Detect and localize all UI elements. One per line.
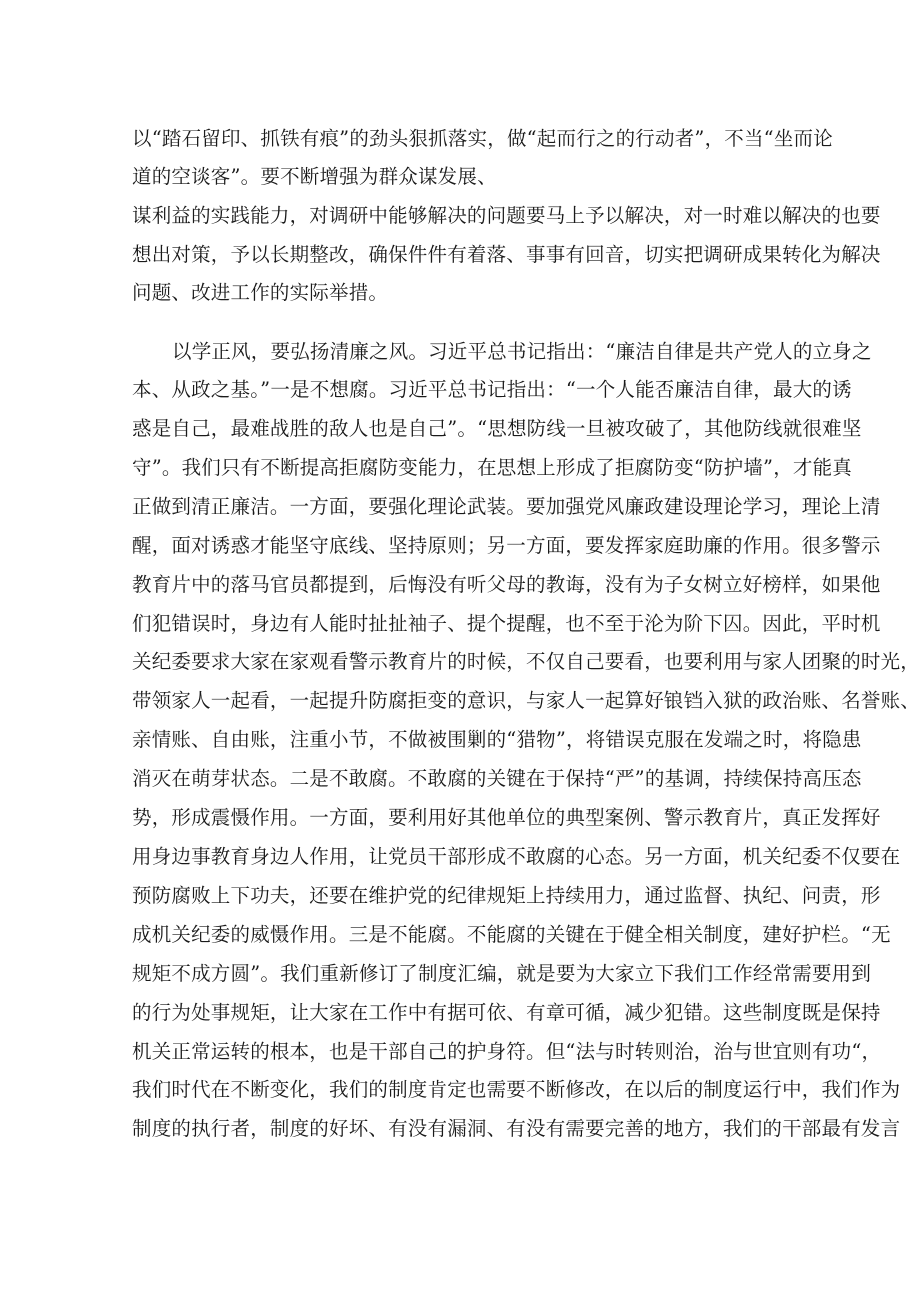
text-line: 关纪委要求大家在家观看警示教育片的时候，不仅自己要看，也要利用与家人团聚的时光， (132, 650, 920, 673)
text-line: 势，形成震慑作用。一方面，要利用好其他单位的典型案例、警示教育片，真正发挥好 (132, 806, 881, 829)
text-line: 预防腐败上下功夫，还要在维护党的纪律规矩上持续用力，通过监督、执纪、问责，形 (132, 884, 881, 907)
paragraph-first-line: 以学正风，要弘扬清廉之风。习近平总书记指出：“廉洁自律是共产党人的立身之 (172, 340, 872, 363)
text-line: 道的空谈客”。要不断增强为群众谋发展、 (132, 165, 497, 188)
text-line: 教育片中的落马官员都提到，后悔没有听父母的教诲，没有为子女树立好榜样，如果他 (132, 573, 881, 596)
text-line: 的行为处事规矩，让大家在工作中有据可依、有章可循，减少犯错。这些制度既是保持 (132, 1001, 881, 1024)
text-line: 守”。我们只有不断提高拒腐防变能力，在思想上形成了拒腐防变“防护墙”，才能真 (132, 456, 853, 479)
text-line: 带领家人一起看，一起提升防腐拒变的意识，与家人一起算好锒铛入狱的政治账、名誉账、 (132, 689, 920, 712)
text-line: 惑是自己，最难战胜的敌人也是自己”。“思想防线一旦被攻破了，其他防线就很难坚 (132, 417, 862, 440)
text-line: 用身边事教育身边人作用，让党员干部形成不敢腐的心态。另一方面，机关纪委不仅要在 (132, 845, 901, 868)
text-line: 成机关纪委的威慑作用。三是不能腐。不能腐的关键在于健全相关制度，建好护栏。“无 (132, 923, 891, 946)
text-line: 谋利益的实践能力，对调研中能够解决的问题要马上予以解决，对一时难以解决的也要 (132, 204, 881, 227)
text-line: 本、从政之基。”一是不想腐。习近平总书记指出：“一个人能否廉洁自律，最大的诱 (132, 378, 852, 401)
text-line: 亲情账、自由账，注重小节，不做被围剿的“猎物”，将错误克服在发端之时，将隐患 (132, 728, 862, 751)
text-line: 正做到清正廉洁。一方面，要强化理论武装。要加强党风廉政建设理论学习，理论上清 (132, 495, 881, 518)
text-line: 问题、改进工作的实际举措。 (132, 281, 389, 304)
text-line: 醒，面对诱惑才能坚守底线、坚持原则；另一方面，要发挥家庭助廉的作用。很多警示 (132, 534, 881, 557)
text-line: 制度的执行者，制度的好坏、有没有漏洞、有没有需要完善的地方，我们的干部最有发言 (132, 1117, 901, 1140)
text-line: 们犯错误时，身边有人能时扯扯袖子、提个提醒，也不至于沦为阶下囚。因此，平时机 (132, 612, 881, 635)
text-line: 以“踏石留印、抓铁有痕”的劲头狠抓落实，做“起而行之的行动者”，不当“坐而论 (132, 127, 833, 150)
text-line: 规矩不成方圆”。我们重新修订了制度汇编，就是要为大家立下我们工作经常需要用到 (132, 962, 872, 985)
text-line: 想出对策，予以长期整改，确保件件有着落、事事有回音，切实把调研成果转化为解决 (132, 243, 881, 266)
text-line: 我们时代在不断变化，我们的制度肯定也需要不断修改，在以后的制度运行中，我们作为 (132, 1078, 901, 1101)
text-line: 机关正常运转的根本，也是干部自己的护身符。但“法与时转则治，治与世宜则有功“， (132, 1040, 882, 1063)
text-line: 消灭在萌芽状态。二是不敢腐。不敢腐的关键在于保持“严”的基调，持续保持高压态 (132, 767, 862, 790)
